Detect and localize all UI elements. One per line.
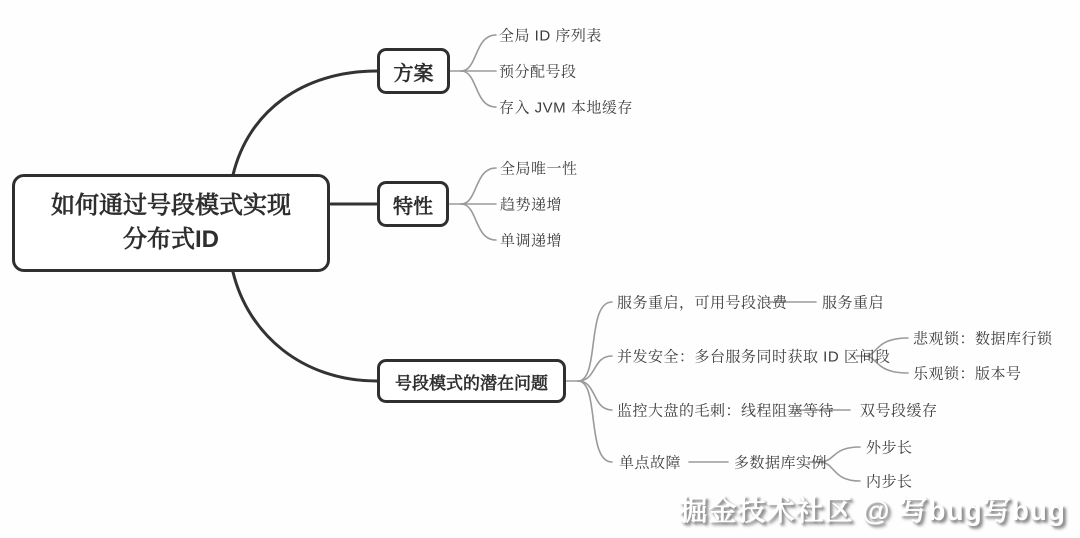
connector-problems-row-1: [578, 356, 612, 381]
branch-node-features[interactable]: [377, 181, 449, 227]
watermark-text: 掘金技术社区 @ 写bug写bug: [679, 495, 1066, 526]
branch-node-problems[interactable]: [377, 359, 566, 403]
leaf-problems-row3-grandchild-0[interactable]: 外步长: [866, 439, 913, 457]
leaf-problems-row0-label[interactable]: 服务重启，可用号段浪费: [617, 294, 788, 312]
root-node-label-line1: 如何通过号段模式实现: [51, 192, 291, 219]
leaf-features-child-1[interactable]: 趋势递增: [500, 196, 563, 214]
leaf-problems-row0-child[interactable]: 服务重启: [822, 294, 885, 312]
leaf-problems-row2-child[interactable]: 双号段缓存: [860, 402, 938, 420]
leaf-plan-child-2[interactable]: 存入 JVM 本地缓存: [499, 99, 633, 117]
leaf-plan-child-0[interactable]: 全局 ID 序列表: [499, 27, 602, 45]
leaf-features-child-0[interactable]: 全局唯一性: [500, 160, 578, 178]
leaf-problems-row3-child[interactable]: 多数据库实例: [734, 454, 828, 472]
leaf-plan-child-1[interactable]: 预分配号段: [499, 63, 577, 81]
branch-node-plan-label: 方案: [393, 62, 434, 85]
leaf-problems-row1-label[interactable]: 并发安全：多台服务同时获取 ID 区间段: [617, 348, 891, 366]
leaf-problems-row3-grandchild-1[interactable]: 内步长: [866, 473, 913, 491]
connector-root-problems: [233, 272, 377, 381]
leaf-problems-row3-label[interactable]: 单点故障: [619, 454, 682, 472]
connector-root-plan: [233, 71, 377, 175]
leaf-problems-row1-child-0[interactable]: 悲观锁：数据库行锁: [913, 330, 1053, 348]
branch-node-plan[interactable]: [377, 48, 450, 94]
leaf-problems-row1-child-1[interactable]: 乐观锁：版本号: [913, 365, 1022, 383]
leaf-problems-row2-label[interactable]: 监控大盘的毛刺：线程阻塞等待: [617, 402, 835, 420]
connector-features-child-2: [461, 204, 496, 240]
connector-features-child-0: [461, 168, 496, 204]
branch-node-features-label: 特性: [393, 195, 433, 218]
connector-problems-row-3: [578, 381, 612, 462]
root-node-label-line2: 分布式ID: [123, 226, 219, 253]
connector-plan-child-0: [461, 35, 496, 71]
root-node[interactable]: [12, 174, 330, 272]
connector-plan-child-2: [461, 71, 496, 107]
leaf-features-child-2[interactable]: 单调递增: [500, 232, 563, 250]
branch-node-problems-label: 号段模式的潜在问题: [395, 373, 548, 393]
connector-problems-row-2: [578, 381, 612, 410]
